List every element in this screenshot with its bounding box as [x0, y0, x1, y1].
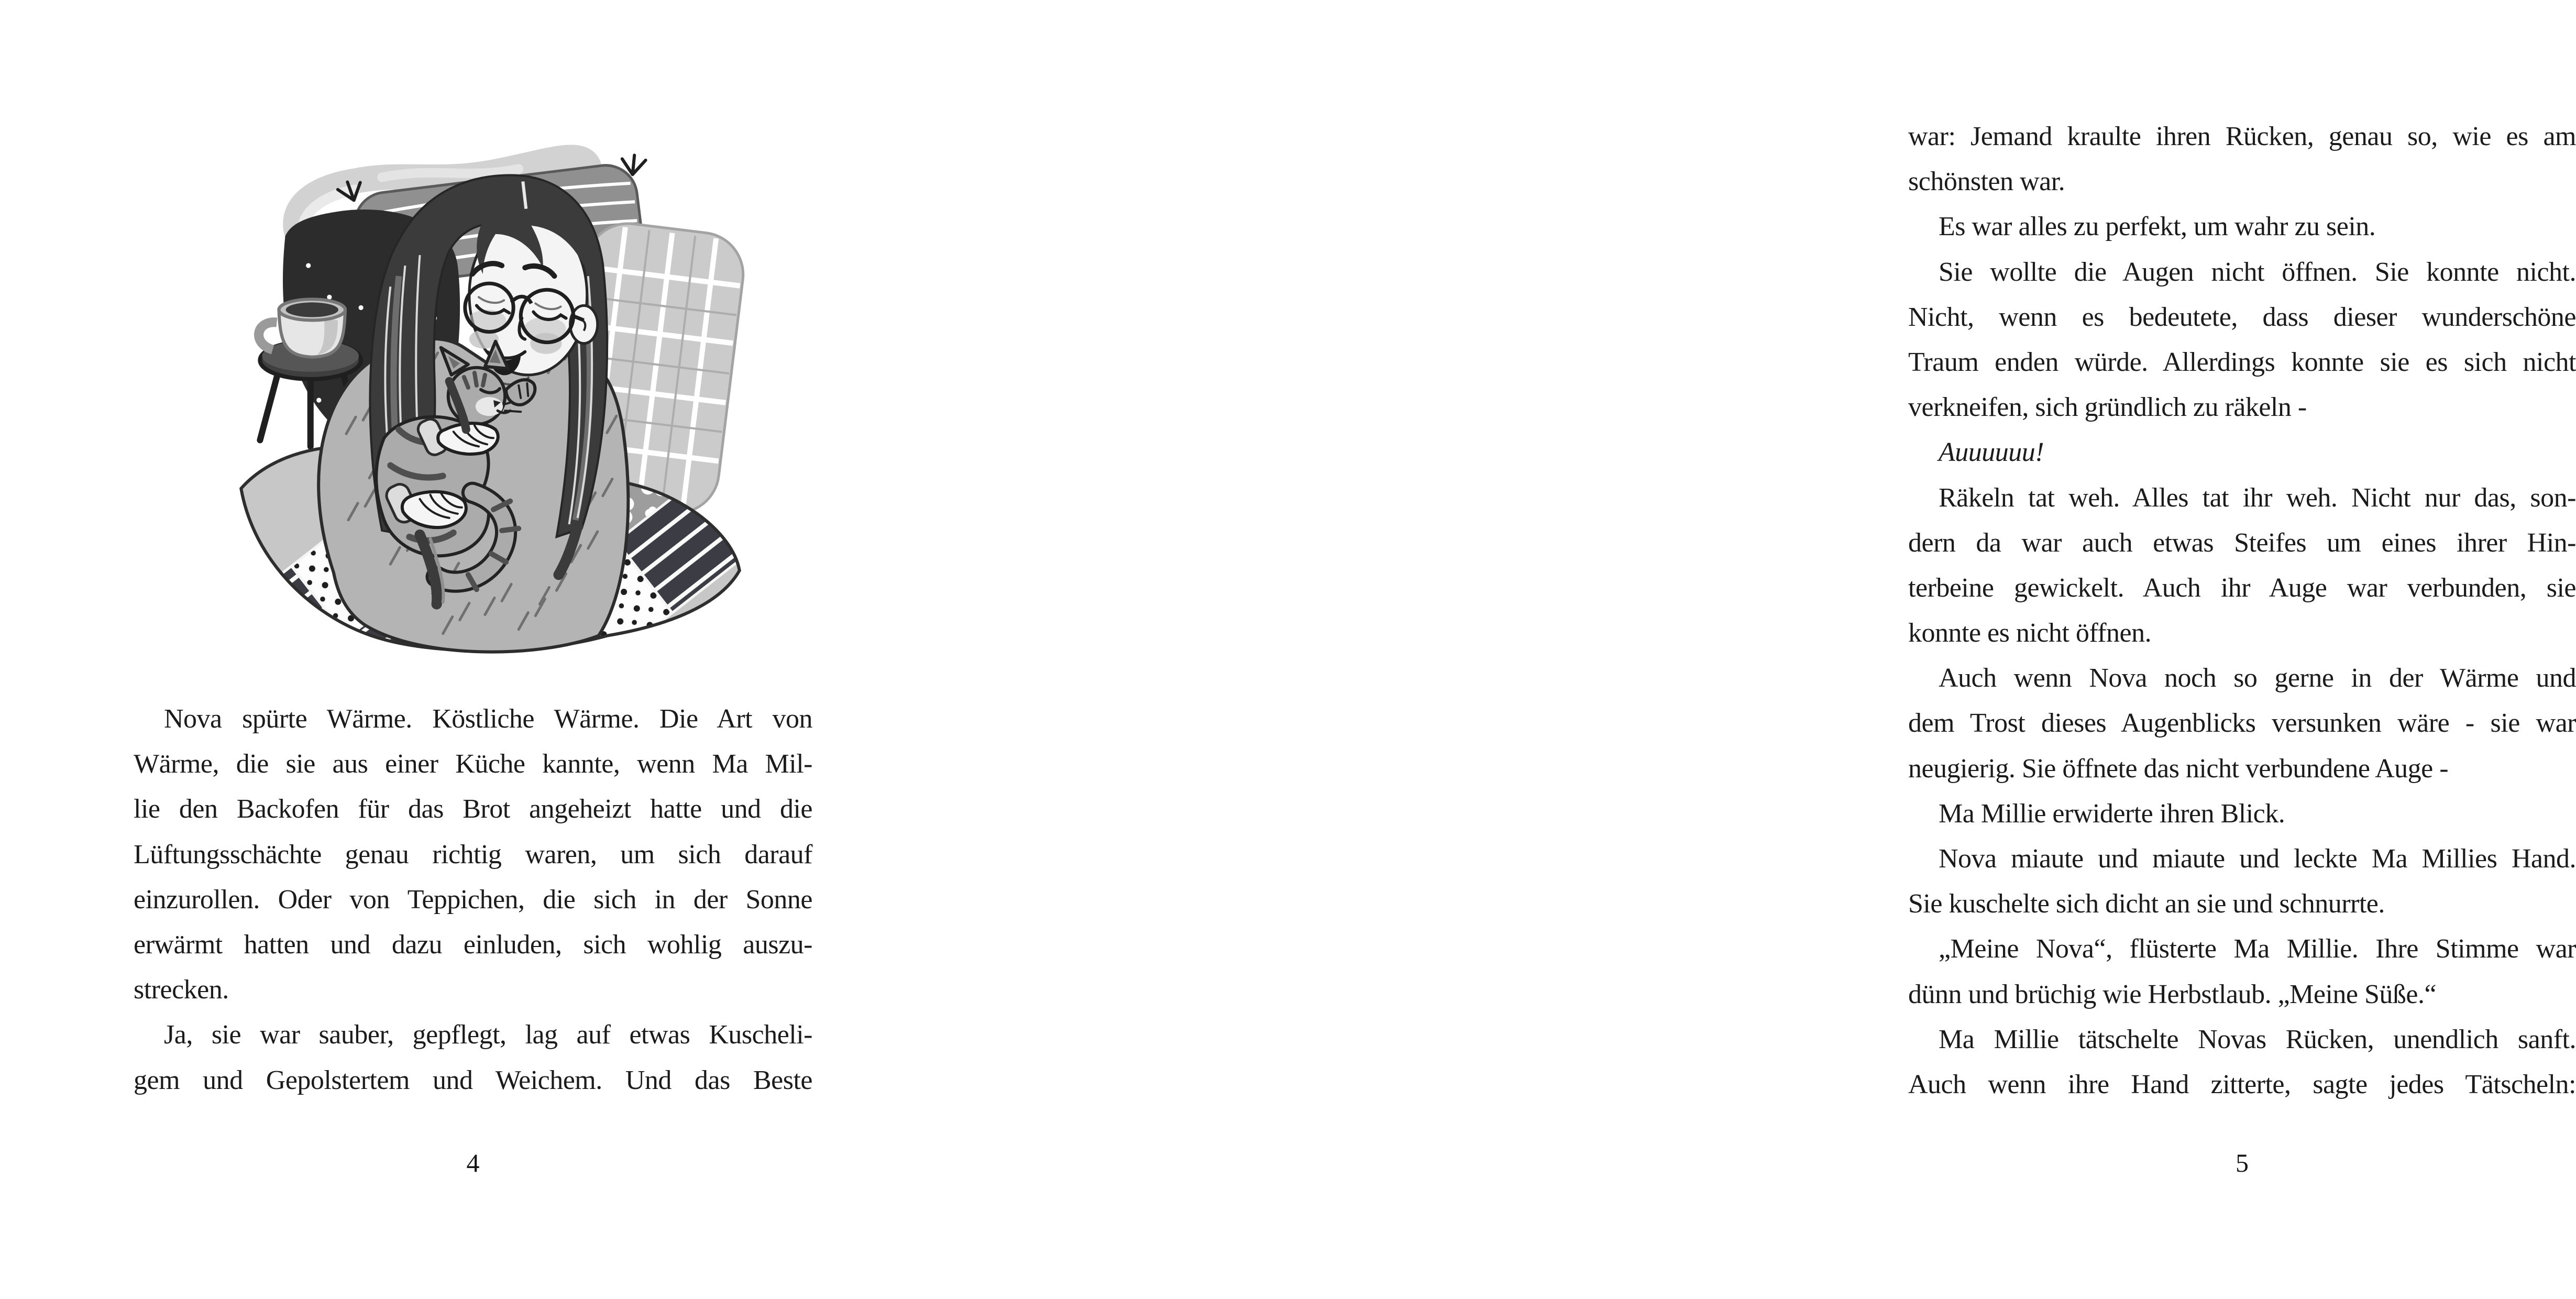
text-line: dünn und brüchig wie Herbstlaub. „Meine Süße.“: [1908, 979, 2437, 1009]
text-line: Ma Millie tätschelte Novas Rücken, unendlich sanft.: [1939, 1024, 2576, 1054]
text-line: Sie kuschelte sich dicht an sie und schnurrte.: [1908, 889, 2385, 919]
text-line: terbeine gewickelt. Auch ihr Auge war verbunden, sie: [1908, 573, 2576, 603]
mug: [259, 299, 345, 357]
text-line: schönsten war.: [1908, 167, 2065, 197]
text-line: gem und Gepolstertem und Weichem. Und das Beste: [134, 1065, 812, 1095]
left-page-number: 4: [466, 1148, 480, 1177]
right-page-number: 5: [2236, 1148, 2249, 1177]
right-page-text: [1908, 114, 2576, 1107]
text-line: konnte es nicht öffnen.: [1908, 618, 2152, 648]
text-line: neugierig. Sie öffnete das nicht verbundene Auge -: [1908, 753, 2449, 784]
text-line: war: Jemand kraulte ihren Rücken, genau so, wie es am: [1908, 122, 2576, 151]
text-line: Sie wollte die Augen nicht öffnen. Sie konnte nicht.: [1939, 257, 2576, 287]
text-line: Lüftungsschächte genau richtig waren, um sich darauf: [134, 839, 812, 869]
page-left: [0, 0, 897, 1299]
text-line: verkneifen, sich gründlich zu räkeln -: [1908, 392, 2307, 423]
text-line: Ja, sie war sauber, gepflegt, lag auf etwas Kuscheli-: [164, 1020, 812, 1050]
text-line: Räkeln tat weh. Alles tat ihr weh. Nicht nur das, son-: [1939, 482, 2576, 513]
text-line: „Meine Nova“, flüsterte Ma Millie. Ihre Stimme war: [1939, 934, 2576, 964]
text-line: Nova spürte Wärme. Köstliche Wärme. Die Art von: [164, 704, 812, 734]
text-line: Auch wenn ihre Hand zitterte, sagte jedes Tätscheln:: [1908, 1069, 2576, 1099]
text-line: dem Trost dieses Augenblicks versunken wäre - sie war: [1908, 708, 2576, 739]
text-line: Traum enden würde. Allerdings konnte sie es sich nicht: [1908, 347, 2576, 377]
text-line: Nicht, wenn es bedeutete, dass dieser wunderschöne: [1908, 302, 2576, 332]
illustration: [224, 118, 750, 683]
text-line: Nova miaute und miaute und leckte Ma Millies Hand.: [1939, 844, 2576, 874]
text-line: lie den Backofen für das Brot angeheizt hatte und die: [134, 794, 812, 824]
text-line: Ma Millie erwiderte ihren Blick.: [1939, 798, 2285, 829]
text-line: dern da war auch etwas Steifes um eines ihrer Hin-: [1908, 527, 2576, 558]
text-line: einzurollen. Oder von Teppichen, die sich in der Sonne: [134, 884, 812, 915]
text-line: erwärmt hatten und dazu einluden, sich wohlig auszu-: [134, 929, 812, 960]
text-line: Wärme, die sie aus einer Küche kannte, wenn Ma Mil-: [134, 749, 812, 779]
text-line: Auch wenn Nova noch so gerne in der Wärme und: [1939, 663, 2576, 693]
left-page-text: [134, 697, 812, 1103]
text-line: Auuuuuu!: [1939, 437, 2044, 468]
text-line: Es war alles zu perfekt, um wahr zu sein.: [1939, 212, 2376, 242]
page-right: [897, 0, 2576, 1299]
text-line: strecken.: [134, 975, 229, 1005]
